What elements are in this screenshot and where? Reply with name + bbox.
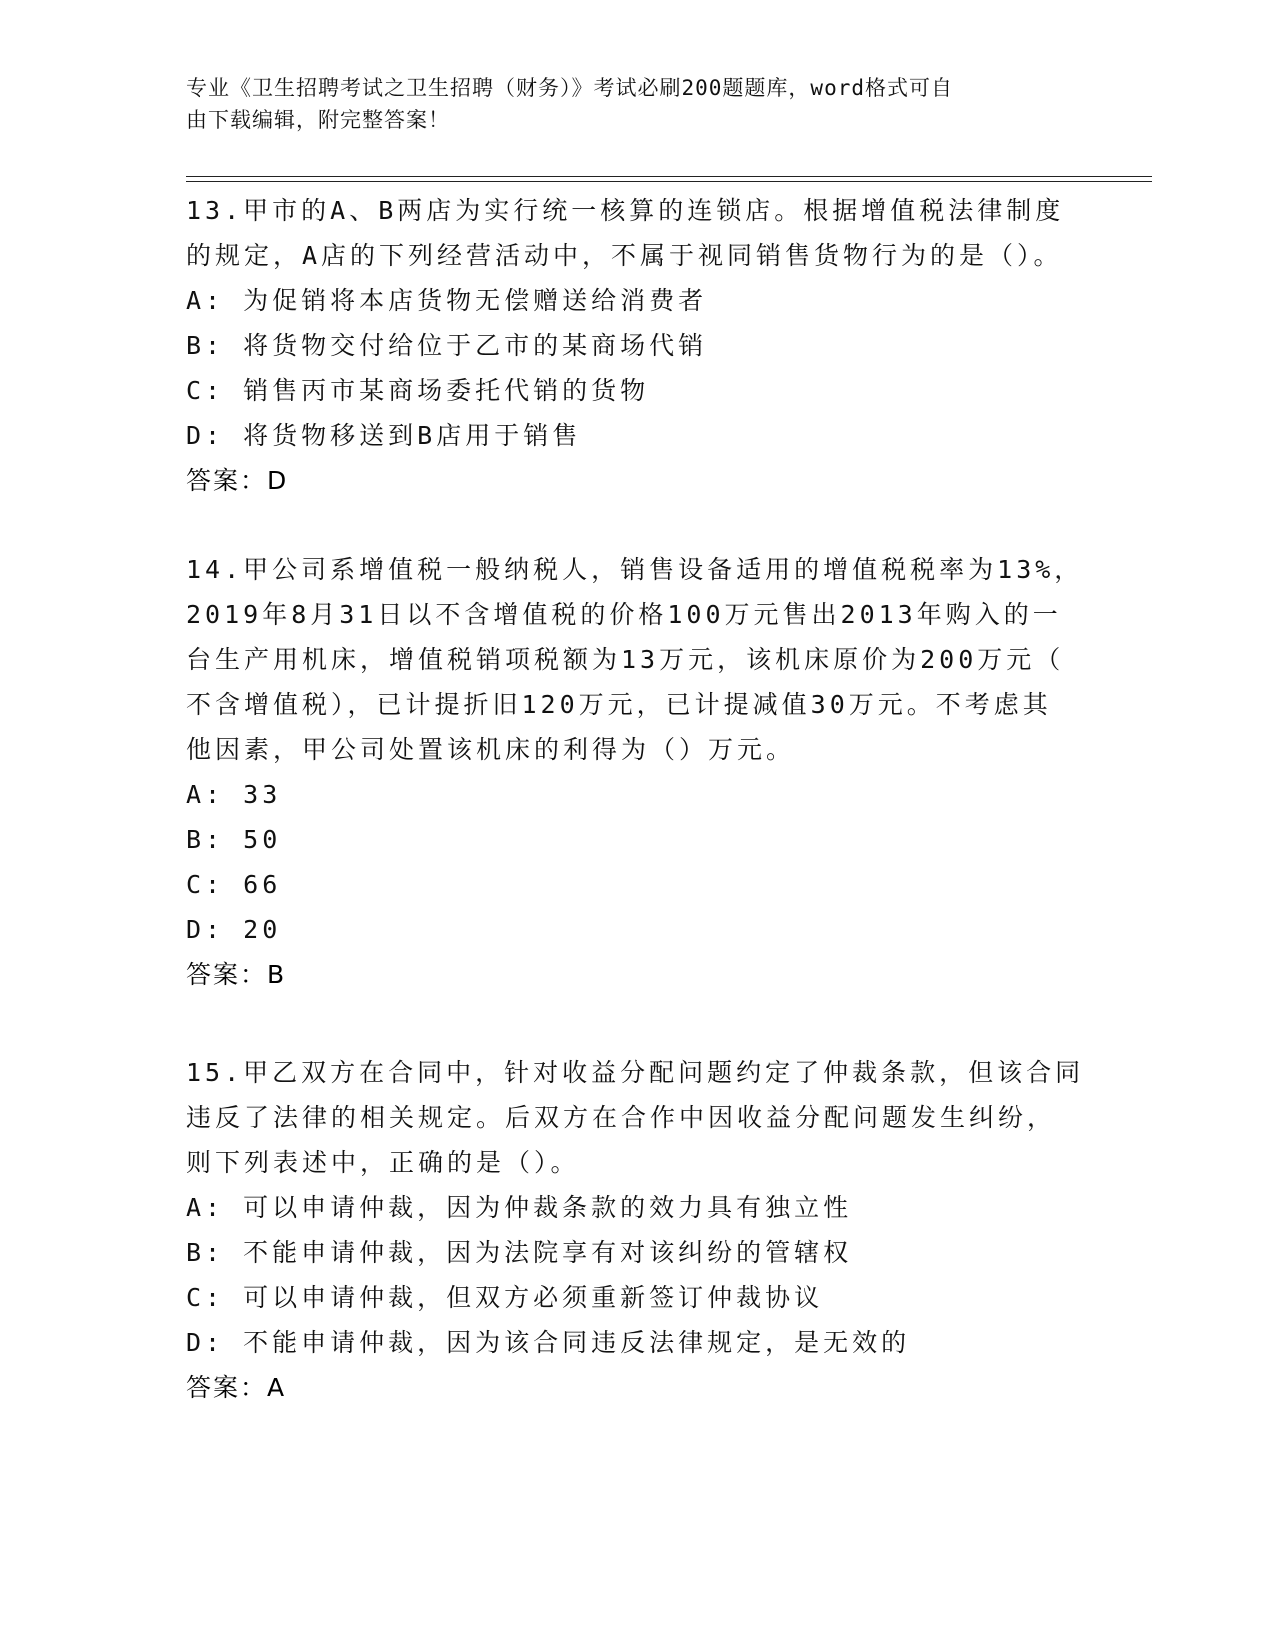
option-text: 20 [243,915,282,944]
question-stem-line: 15.甲乙双方在合同中，针对收益分配问题约定了仲裁条款，但该合同 [186,1058,1085,1087]
option-key: B: [186,331,225,360]
question-stem-line: 不含增值税），已计提折旧120万元，已计提减值30万元。不考虑其 [186,690,1052,719]
option-text: 为促销将本店货物无偿赠送给消费者 [243,286,708,315]
option-b [186,1230,1086,1275]
option-key: D: [186,421,225,450]
question-stem-line: 14.甲公司系增值税一般纳税人，销售设备适用的增值税税率为13%， [186,555,1084,584]
question-14 [186,547,1086,997]
option-a [186,1185,1086,1230]
answer-line: 答案：D [186,466,289,495]
option-text: 销售丙市某商场委托代销的货物 [243,376,650,405]
option-text: 不能申请仲裁，因为法院享有对该纠纷的管辖权 [243,1238,853,1267]
question-15 [186,1050,1086,1410]
question-stem-line: 违反了法律的相关规定。后双方在合作中因收益分配问题发生纠纷， [186,1103,1057,1132]
option-text: 不能申请仲裁，因为该合同违反法律规定，是无效的 [243,1328,911,1357]
option-text: 可以申请仲裁，因为仲裁条款的效力具有独立性 [243,1193,853,1222]
question-stem-line: 他因素，甲公司处置该机床的利得为（）万元。 [186,735,796,764]
option-b [186,323,1086,368]
document-header [186,72,1066,136]
header-line-1: 专业《卫生招聘考试之卫生招聘（财务）》考试必刷200题题库，word格式可自 [186,76,953,100]
option-a [186,278,1086,323]
answer-line: 答案：A [186,1373,287,1402]
option-key: A: [186,780,225,809]
option-d [186,1320,1086,1365]
option-key: A: [186,1193,225,1222]
option-c [186,862,1086,907]
option-a [186,772,1086,817]
option-text: 66 [243,870,282,899]
option-text: 50 [243,825,282,854]
answer-line: 答案：B [186,960,287,989]
option-d [186,907,1086,952]
option-text: 33 [243,780,282,809]
option-b [186,817,1086,862]
question-stem-line: 则下列表述中，正确的是（）。 [186,1148,580,1177]
option-key: C: [186,1283,225,1312]
header-divider-bottom [186,181,1152,182]
option-text: 将货物移送到B店用于销售 [243,421,582,450]
question-stem-line: 台生产用机床，增值税销项税额为13万元，该机床原价为200万元（ [186,645,1065,674]
option-c [186,1275,1086,1320]
option-key: A: [186,286,225,315]
option-key: B: [186,825,225,854]
header-line-2: 由下载编辑，附完整答案！ [186,108,450,132]
option-c [186,368,1086,413]
option-d [186,413,1086,458]
header-divider-top [186,176,1152,177]
option-key: C: [186,376,225,405]
question-stem-line: 的规定，A店的下列经营活动中，不属于视同销售货物行为的是（）。 [186,241,1063,270]
question-stem-line: 2019年8月31日以不含增值税的价格100万元售出2013年购入的一 [186,600,1062,629]
option-key: C: [186,870,225,899]
question-stem-line: 13.甲市的A、B两店为实行统一核算的连锁店。根据增值税法律制度 [186,196,1065,225]
option-key: D: [186,915,225,944]
option-text: 将货物交付给位于乙市的某商场代销 [243,331,708,360]
question-13 [186,188,1086,503]
option-key: B: [186,1238,225,1267]
option-text: 可以申请仲裁，但双方必须重新签订仲裁协议 [243,1283,824,1312]
option-key: D: [186,1328,225,1357]
